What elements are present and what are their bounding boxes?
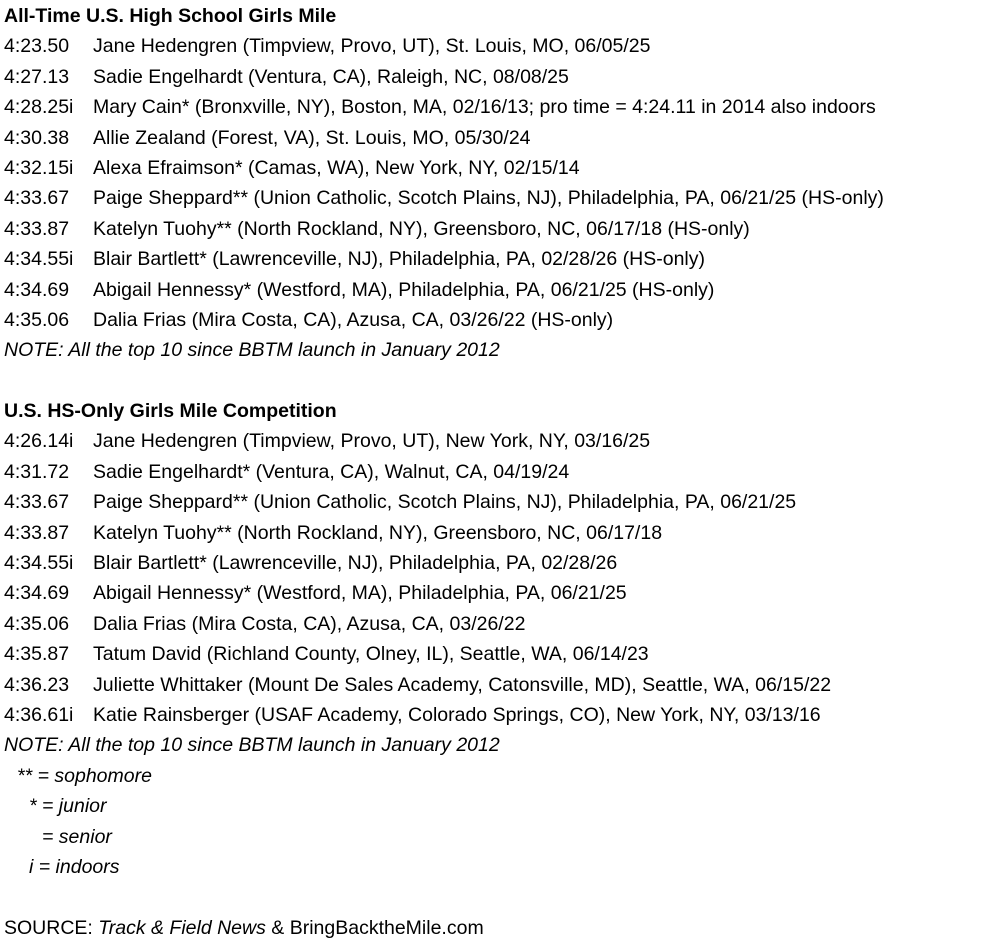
section1-list bbox=[4, 31, 980, 335]
source-line bbox=[4, 913, 980, 943]
athlete-details: Jane Hedengren (Timpview, Provo, UT), New York, NY, 03/16/25 bbox=[93, 430, 651, 453]
mile-time: 4:31.72 bbox=[4, 460, 70, 483]
athlete-details: Katie Rainsberger (USAF Academy, Colorado Springs, CO), New York, NY, 03/13/16 bbox=[93, 703, 821, 726]
table-row bbox=[4, 578, 980, 608]
athlete-details: Paige Sheppard** (Union Catholic, Scotch Plains, NJ), Philadelphia, PA, 06/21/25 (HS-only) bbox=[93, 187, 884, 210]
mile-time: 4:26.14i bbox=[4, 430, 74, 453]
table-row bbox=[4, 670, 980, 700]
table-row bbox=[4, 548, 980, 578]
spacer bbox=[4, 882, 980, 912]
spacer bbox=[4, 366, 980, 396]
mile-time: 4:28.25i bbox=[4, 96, 74, 119]
mile-time: 4:34.55i bbox=[4, 248, 74, 271]
athlete-details: Sadie Engelhardt* (Ventura, CA), Walnut, CA, 04/19/24 bbox=[93, 460, 570, 483]
source-suffix: & BringBacktheMile.com bbox=[265, 916, 484, 939]
table-row bbox=[4, 609, 980, 639]
mile-time: 4:34.69 bbox=[4, 582, 70, 605]
athlete-details: Abigail Hennessy* (Westford, MA), Philadelphia, PA, 06/21/25 (HS-only) bbox=[93, 278, 715, 301]
mile-time: 4:34.55i bbox=[4, 552, 74, 575]
table-row bbox=[4, 457, 980, 487]
athlete-details: Sadie Engelhardt (Ventura, CA), Raleigh, NC, 08/08/25 bbox=[93, 65, 569, 88]
athlete-details: Jane Hedengren (Timpview, Provo, UT), St. Louis, MO, 06/05/25 bbox=[93, 35, 651, 58]
mile-time: 4:35.06 bbox=[4, 308, 70, 331]
table-row bbox=[4, 31, 980, 61]
athlete-details: Blair Bartlett* (Lawrenceville, NJ), Philadelphia, PA, 02/28/26 (HS-only) bbox=[93, 248, 705, 271]
mile-time: 4:32.15i bbox=[4, 156, 74, 179]
mile-time: 4:36.61i bbox=[4, 703, 74, 726]
table-row bbox=[4, 183, 980, 213]
athlete-details: Paige Sheppard** (Union Catholic, Scotch Plains, NJ), Philadelphia, PA, 06/21/25 bbox=[93, 491, 797, 514]
athlete-details: Abigail Hennessy* (Westford, MA), Philadelphia, PA, 06/21/25 bbox=[93, 582, 627, 605]
mile-time: 4:35.87 bbox=[4, 643, 70, 666]
legend-item: i = indoors bbox=[29, 855, 120, 878]
table-row bbox=[4, 700, 980, 730]
legend-item: ** = sophomore bbox=[17, 764, 152, 787]
mile-time: 4:23.50 bbox=[4, 35, 70, 58]
table-row bbox=[4, 518, 980, 548]
athlete-details: Juliette Whittaker (Mount De Sales Academy, Catonsville, MD), Seattle, WA, 06/15/22 bbox=[93, 673, 832, 696]
table-row bbox=[4, 275, 980, 305]
table-row bbox=[4, 487, 980, 517]
table-row bbox=[4, 153, 980, 183]
section1-note: NOTE: All the top 10 since BBTM launch in January 2012 bbox=[4, 339, 500, 362]
athlete-details: Alexa Efraimson* (Camas, WA), New York, NY, 02/15/14 bbox=[93, 156, 580, 179]
table-row bbox=[4, 426, 980, 456]
mile-time: 4:33.67 bbox=[4, 491, 70, 514]
table-row bbox=[4, 92, 980, 122]
athlete-details: Dalia Frias (Mira Costa, CA), Azusa, CA, 03/26/22 (HS-only) bbox=[93, 308, 614, 331]
table-row bbox=[4, 214, 980, 244]
table-row bbox=[4, 639, 980, 669]
mile-time: 4:33.67 bbox=[4, 187, 70, 210]
mile-time: 4:30.38 bbox=[4, 126, 70, 149]
athlete-details: Mary Cain* (Bronxville, NY), Boston, MA, 02/16/13; pro time = 4:24.11 in 2014 also indoors bbox=[93, 96, 876, 119]
section2-list bbox=[4, 426, 980, 730]
table-row bbox=[4, 123, 980, 153]
class-legend bbox=[4, 761, 980, 883]
mile-time: 4:35.06 bbox=[4, 612, 70, 635]
source-prefix: SOURCE: bbox=[4, 916, 99, 939]
mile-time: 4:33.87 bbox=[4, 217, 70, 240]
legend-item: = senior bbox=[42, 825, 112, 848]
mile-time: 4:34.69 bbox=[4, 278, 70, 301]
section2-title: U.S. HS-Only Girls Mile Competition bbox=[4, 400, 337, 423]
mile-time: 4:36.23 bbox=[4, 673, 70, 696]
athlete-details: Blair Bartlett* (Lawrenceville, NJ), Philadelphia, PA, 02/28/26 bbox=[93, 552, 618, 575]
table-row bbox=[4, 244, 980, 274]
mile-time: 4:27.13 bbox=[4, 65, 70, 88]
section1-title: All-Time U.S. High School Girls Mile bbox=[4, 5, 337, 27]
athlete-details: Katelyn Tuohy** (North Rockland, NY), Greensboro, NC, 06/17/18 bbox=[93, 521, 663, 544]
section2-note: NOTE: All the top 10 since BBTM launch in January 2012 bbox=[4, 734, 500, 757]
athlete-details: Katelyn Tuohy** (North Rockland, NY), Greensboro, NC, 06/17/18 (HS-only) bbox=[93, 217, 750, 240]
athlete-details: Tatum David (Richland County, Olney, IL), Seattle, WA, 06/14/23 bbox=[93, 643, 649, 666]
mile-time: 4:33.87 bbox=[4, 521, 70, 544]
table-row bbox=[4, 305, 980, 335]
table-row bbox=[4, 62, 980, 92]
document bbox=[4, 1, 980, 943]
legend-item: * = junior bbox=[29, 795, 107, 818]
source-publication: Track & Field News bbox=[98, 916, 266, 939]
athlete-details: Dalia Frias (Mira Costa, CA), Azusa, CA, 03/26/22 bbox=[93, 612, 526, 635]
athlete-details: Allie Zealand (Forest, VA), St. Louis, MO, 05/30/24 bbox=[93, 126, 531, 149]
